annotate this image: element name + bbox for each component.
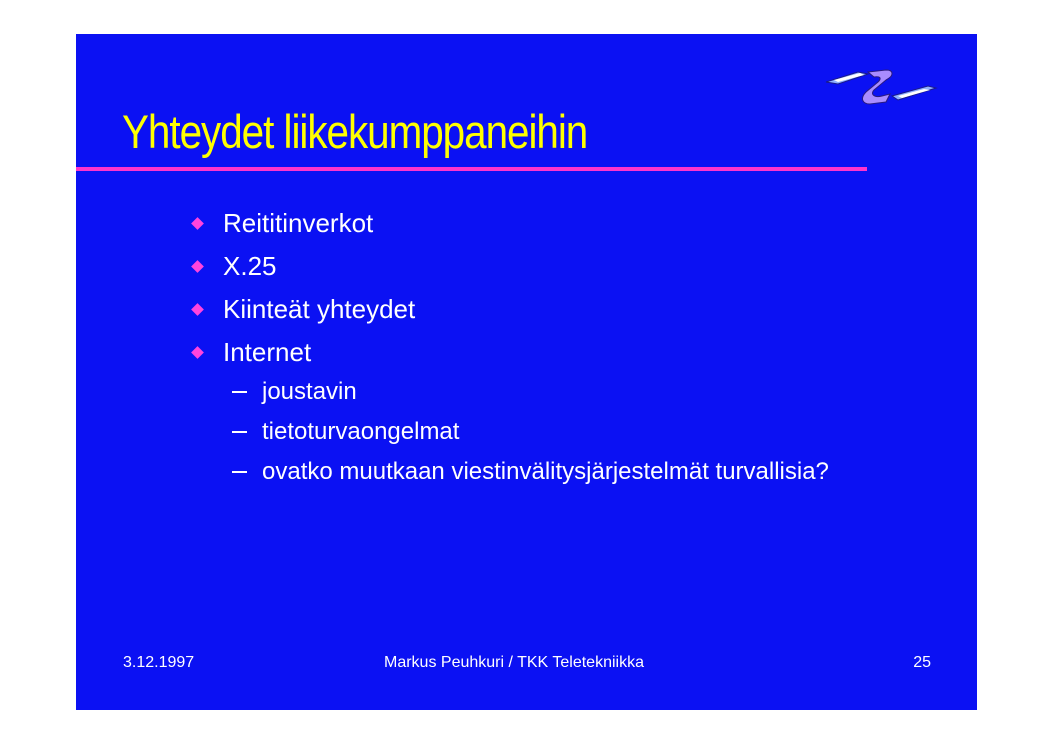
- sub-bullet-list: [230, 372, 829, 492]
- footer-page-number: 25: [913, 654, 931, 671]
- dash-bullet-icon: [232, 471, 247, 473]
- sub-bullet-item: [230, 452, 829, 492]
- slide-title: Yhteydet liikekumppaneihin: [122, 105, 588, 158]
- bullet-item: [190, 202, 415, 245]
- title-underline: [76, 167, 867, 171]
- sub-bullet-text: tietoturvaongelmat: [262, 418, 460, 445]
- diamond-bullet-icon: [191, 346, 204, 359]
- sub-bullet-item: [230, 372, 829, 412]
- tkk-lightning-logo-icon: [824, 64, 938, 108]
- sub-bullet-text: joustavin: [262, 378, 357, 405]
- dash-bullet-icon: [232, 431, 247, 433]
- bullet-list: [190, 202, 415, 374]
- bullet-text: X.25: [223, 251, 277, 281]
- diamond-bullet-icon: [191, 217, 204, 230]
- dash-bullet-icon: [232, 391, 247, 393]
- footer-date: 3.12.1997: [123, 654, 195, 671]
- bullet-item: [190, 331, 415, 374]
- diamond-bullet-icon: [191, 303, 204, 316]
- footer-author: Markus Peuhkuri / TKK Teletekniikka: [384, 654, 644, 671]
- bullet-item: [190, 288, 415, 331]
- diamond-bullet-icon: [191, 260, 204, 273]
- sub-bullet-item: [230, 412, 829, 452]
- bullet-text: Internet: [223, 337, 312, 367]
- bullet-item: [190, 245, 415, 288]
- sub-bullet-text: ovatko muutkaan viestinvälitysjärjestelmät turvallisia?: [262, 458, 829, 485]
- slide: [76, 34, 977, 710]
- bullet-text: Reititinverkot: [223, 208, 374, 238]
- bullet-text: Kiinteät yhteydet: [223, 294, 416, 324]
